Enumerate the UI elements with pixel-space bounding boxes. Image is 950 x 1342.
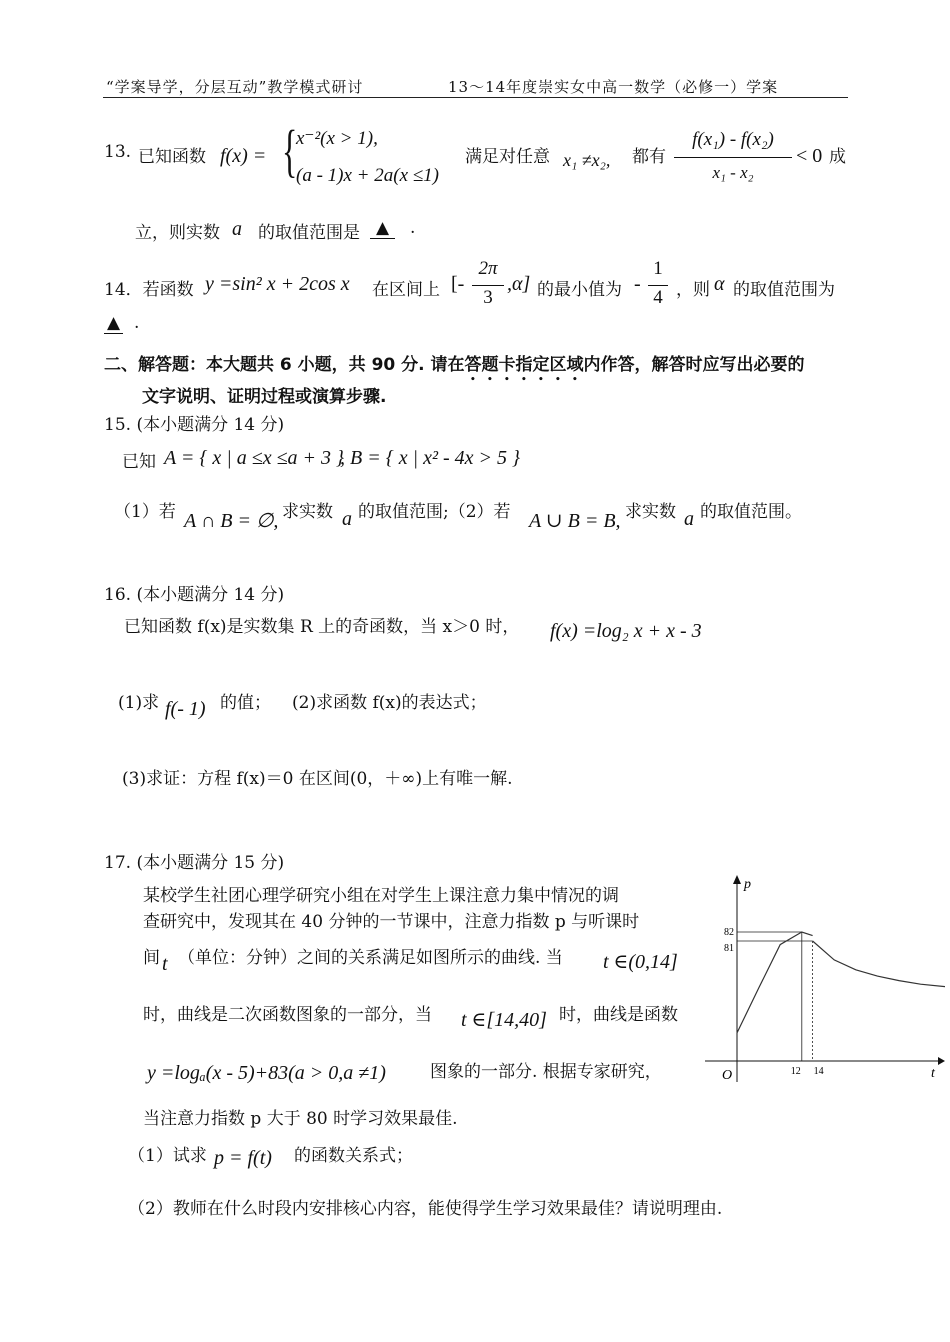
header-left: “学案导学，分层互动”教学模式研讨 [106, 78, 364, 96]
q14-frac1-den: 3 [483, 287, 493, 308]
q14-function: y =sin² x + 2cos x [205, 273, 350, 295]
q13-mid2: 都有 [632, 147, 666, 167]
q17-p1b: 的函数关系式； [294, 1146, 413, 1166]
q13-case1: x⁻²(x > 1), [296, 128, 378, 149]
curve-series-2 [813, 941, 945, 987]
q14-neg: - [634, 273, 641, 295]
q15-known: 已知 [122, 452, 156, 472]
q17-line1: 某校学生社团心理学研究小组在对学生上课注意力集中情况的调 [143, 886, 619, 906]
q14-frac2-num: 1 [653, 258, 663, 279]
section-2-line2: 文字说明、证明过程或演算步骤. [142, 387, 387, 407]
q15-p1: （1）若 [114, 502, 176, 522]
q15-range1: 的取值范围;（2）若 [358, 502, 511, 522]
q15-cond1: A ∩ B = ∅, [184, 510, 279, 532]
q17-pft: p = f(t) [214, 1147, 272, 1169]
q16-p1a: (1)求 [118, 693, 160, 713]
q13-line2b: 的取值范围是 [258, 223, 360, 243]
q14-frac1-bar [472, 285, 504, 286]
q15-var-a1: a [342, 508, 352, 530]
tick-labels [724, 927, 945, 1077]
q17-title: 17. (本小题满分 15 分) [104, 853, 285, 873]
guide-lines [737, 932, 813, 1061]
q17-line4b: 时，曲线是函数 [559, 1005, 678, 1025]
q15-cond2: A ∪ B = B, [529, 510, 621, 532]
tick-label-12: 12 [790, 1066, 801, 1077]
y-axis-label: p [744, 877, 751, 892]
q13-answer-blank [370, 218, 395, 239]
q14-mid2: 的最小值为 [537, 280, 622, 300]
q17-line2: 查研究中，发现其在 40 分钟的一节课中，注意力指数 p 与听课时 [143, 912, 640, 932]
q14-answer-blank [104, 313, 123, 334]
tick-label-14: 14 [813, 1066, 824, 1077]
q15-range2: 的取值范围。 [700, 502, 802, 522]
q13-condition: x₁ ≠x₂, [563, 150, 611, 170]
q13-lead: 已知函数 [138, 147, 206, 167]
q13-mid: 满足对任意 [465, 147, 550, 167]
q13-frac-numerator: f(x₁) - f(x₂) [692, 129, 774, 150]
q17-p1a: （1）试求 [128, 1146, 207, 1166]
q13-number: 13. [104, 142, 132, 162]
tick-label-82: 82 [724, 927, 734, 938]
q13-fx: f(x) = [220, 145, 267, 167]
q14-frac2-bar [648, 285, 668, 286]
q15-ask2: 求实数 [625, 502, 676, 522]
q16-p1b: 的值； [220, 693, 271, 713]
q16-p2: (2)求函数 f(x)的表达式； [292, 693, 487, 713]
x-axis-label: t [931, 1066, 935, 1081]
q17-p2: （2）教师在什么时段内安排核心内容，能使得学生学习效果最佳？请说明理由. [128, 1199, 723, 1219]
q17-line6: 当注意力指数 p 大于 80 时学习效果最佳. [143, 1109, 458, 1129]
q17-line4a: 时，曲线是二次函数图象的一部分，当 [143, 1005, 432, 1025]
section-2-line1 [104, 350, 805, 385]
section-2-emphasis: 答题卡指定区域 [464, 355, 584, 375]
attention-graph [700, 870, 945, 1085]
q17-interval2: t ∈[14,40] [461, 1009, 547, 1031]
y-axis-arrow-icon [733, 875, 741, 884]
q15-var-a2: a [684, 508, 694, 530]
header-rule [103, 97, 848, 98]
q13-lt0: < 0 [796, 145, 823, 167]
q17-line3a: 间 [143, 948, 160, 968]
q17-line5b: 图象的一部分. 根据专家研究， [430, 1062, 662, 1082]
q17-t: t [162, 953, 168, 975]
q14-interval-close: ,α] [507, 273, 531, 295]
q15-set-a: A = { x | a ≤x ≤a + 3 } [164, 447, 345, 469]
q13-var-a: a [232, 218, 242, 240]
q13-line2a: 立，则实数 [135, 223, 220, 243]
q14-frac2-den: 4 [653, 287, 663, 308]
q13-brace: { [282, 118, 298, 183]
q17-formula: y =logₐ(x - 5)+83(a > 0,a ≠1) [147, 1062, 386, 1084]
q15-set-b: , B = { x | x² - 4x > 5 } [340, 447, 520, 469]
origin-label: O [722, 1068, 733, 1083]
q17-line3b: （单位：分钟）之间的关系满足如图所示的曲线. 当 [178, 948, 563, 968]
q16-formula: f(x) =log₂ x + x - 3 [550, 620, 702, 642]
x-axis-arrow-icon [938, 1057, 945, 1065]
curve-series-1 [737, 932, 813, 1033]
section-2-text-a: 二、解答题：本大题共 6 小题，共 90 分. 请在 [104, 355, 465, 375]
q16-p3: (3)求证：方程 f(x)＝0 在区间(0，＋∞)上有唯一解. [122, 769, 513, 789]
q13-cheng: 成 [829, 147, 846, 167]
answer-triangle: ▲ [370, 218, 395, 239]
q14-frac1-num: 2π [478, 258, 498, 279]
q14-tail: 的取值范围为 [733, 280, 835, 300]
q14-mid3: ，则 [676, 280, 710, 300]
q17-interval1: t ∈(0,14] [603, 951, 678, 973]
q13-case2: (a - 1)x + 2a(x ≤1) [296, 165, 440, 186]
answer-triangle: ▲ [104, 313, 123, 334]
q14-period: . [134, 313, 140, 333]
q14-alpha: α [714, 273, 725, 295]
q13-period: . [410, 218, 416, 238]
q15-ask1: 求实数 [282, 502, 333, 522]
q14-lead: 14．若函数 [104, 280, 194, 300]
header-right: 13～14年度崇实女中高一数学（必修一）学案 [448, 78, 779, 96]
q13-frac-bar [674, 157, 792, 158]
q14-mid: 在区间上 [372, 280, 440, 300]
q16-f-neg1: f(- 1) [165, 698, 206, 720]
q15-title: 15. (本小题满分 14 分) [104, 415, 285, 435]
curves [737, 932, 945, 1061]
q16-title: 16. (本小题满分 14 分) [104, 585, 285, 605]
q13-frac-denominator: x₁ - x₂ [712, 163, 754, 182]
section-2-text-b: 内作答，解答时应写出必要的 [583, 355, 805, 375]
tick-label-81: 81 [724, 943, 734, 954]
q14-interval-open: [- [451, 273, 465, 295]
q16-line1: 已知函数 f(x)是实数集 R 上的奇函数，当 x＞0 时， [124, 617, 520, 637]
